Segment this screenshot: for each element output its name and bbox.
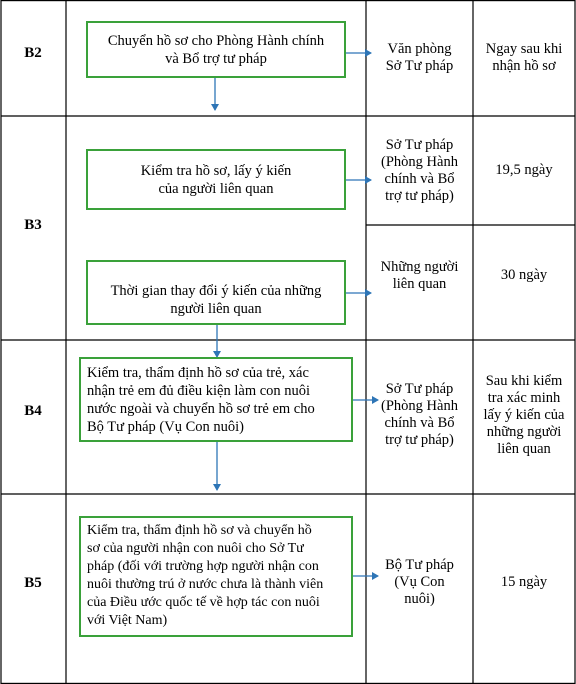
unit-cell [366, 494, 473, 682]
time-cell [473, 2, 575, 114]
task-line: người liên quan [170, 300, 262, 317]
task-box [86, 149, 346, 210]
task-line: của người liên quan [158, 180, 274, 197]
time-cell [473, 494, 575, 682]
time-cell [473, 116, 575, 225]
unit-cell [366, 2, 473, 114]
task-line: pháp (đối với trường hợp người nhận con [87, 559, 319, 574]
time-line: liên quan [497, 440, 551, 457]
time-line: những người [486, 423, 562, 440]
unit-line: Sở Tư pháp [385, 58, 454, 74]
task-line: với Việt Nam) [87, 613, 168, 628]
time-line: Ngay sau khi [485, 41, 563, 57]
step-label: B4 [24, 403, 42, 419]
step-label: B5 [24, 575, 42, 591]
task-box [79, 516, 353, 637]
unit-line: nuôi) [404, 590, 435, 607]
unit-cell [366, 225, 473, 340]
unit-cell [366, 340, 473, 494]
task-line: Kiểm tra hồ sơ, lấy ý kiến [140, 162, 292, 179]
task-box [86, 21, 346, 78]
unit-line: Văn phòng [387, 41, 452, 57]
task-line: nuôi thường trú ở nước chưa là thành viên [87, 577, 324, 592]
unit-line: (Phòng Hành [381, 398, 458, 414]
step-label: B2 [24, 45, 42, 61]
task-box [79, 357, 353, 442]
time-line: nhận hồ sơ [492, 58, 556, 74]
task-box [86, 260, 346, 325]
task-line: nhận trẻ em đủ điều kiện làm con nuôi [87, 383, 311, 399]
unit-line: Sở Tư pháp [385, 136, 454, 153]
time-cell [473, 340, 575, 494]
unit-line: (Phòng Hành [381, 153, 458, 170]
unit-line: Những người [380, 258, 459, 275]
task-line: sơ của người nhận con nuôi cho Sở Tư [87, 541, 304, 556]
unit-line: chính và Bổ [384, 170, 455, 187]
unit-line: (Vụ Con [394, 573, 445, 590]
unit-line: trợ tư pháp) [385, 187, 454, 204]
time-cell [473, 225, 575, 340]
time-line: Sau khi kiểm [485, 372, 563, 389]
time-line: lấy ý kiến của [483, 406, 565, 423]
unit-cell [366, 116, 473, 225]
task-line: Thời gian thay đổi ý kiến của những [110, 282, 322, 299]
task-line: Kiểm tra, thẩm định hồ sơ và chuyển hồ [87, 523, 312, 538]
unit-line: trợ tư pháp) [385, 432, 454, 448]
unit-line: chính và Bổ [384, 415, 455, 431]
task-line: Kiểm tra, thẩm định hồ sơ của trẻ, xác [87, 365, 309, 381]
task-line: của Điều ước quốc tế về hợp tác con nuôi [87, 595, 320, 610]
unit-line: Bộ Tư pháp [385, 556, 454, 573]
time-line: 15 ngày [500, 573, 548, 590]
unit-line: Sở Tư pháp [385, 381, 454, 397]
task-line: Bộ Tư pháp (Vụ Con nuôi) [87, 419, 245, 435]
time-line: tra xác minh [487, 389, 561, 406]
task-line: và Bổ trợ tư pháp [165, 50, 267, 67]
step-label: B3 [24, 217, 42, 233]
time-line: 19,5 ngày [495, 162, 553, 178]
task-line: Chuyển hồ sơ cho Phòng Hành chính [107, 32, 325, 49]
task-line: nước ngoài và chuyển hồ sơ trẻ em cho [87, 401, 315, 417]
time-line: 30 ngày [500, 267, 548, 283]
unit-line: liên quan [392, 275, 447, 292]
